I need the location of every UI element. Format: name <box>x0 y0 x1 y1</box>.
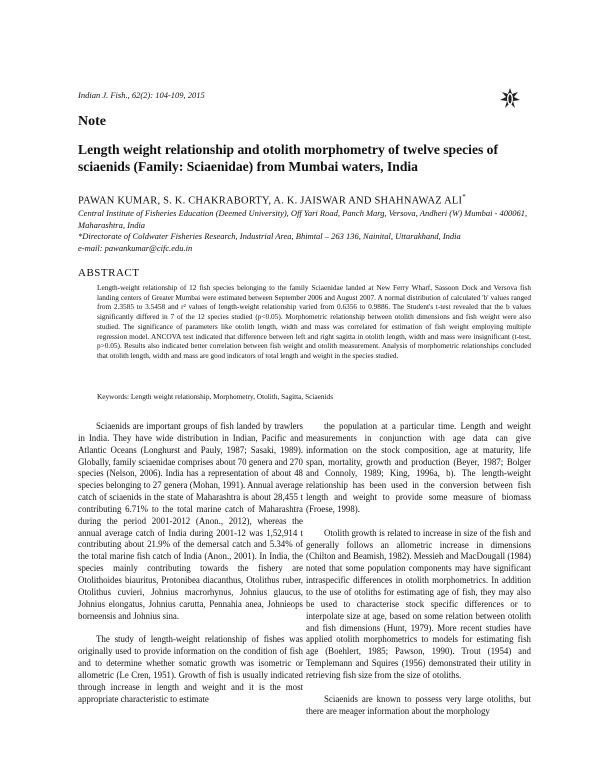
paragraph: the population at a particular time. Length and weight measurements in conjunction with age data can give information on the stock composition, age at maturity, life span, mortality, growth and production (Beyer, 1987; Bolger and Connoly, 1989; King, 1996a, b). The length-weight relationship has been used in the conversion between fish length and weight to provide some measure of biomass (Froese, 1998). <box>306 421 531 514</box>
author-names: PAWAN KUMAR, S. K. CHAKRABORTY, A. K. JAISWAR AND SHAHNAWAZ ALI <box>78 195 463 207</box>
author-footnote-mark: * <box>462 193 466 201</box>
body-column-right <box>306 421 531 717</box>
authors <box>78 193 466 207</box>
affiliation-secondary: *Directorate of Coldwater Fisheries Research, Industrial Area, Bhimtal – 263 136, Nainital, Uttarakhand, India <box>78 231 461 241</box>
paragraph: Otolith growth is related to increase in size of the fish and generally follows an allometric increase in dimensions (Chilton and Beamish, 1982). Messieh and MacDougall (1984) noted that some population components may have significant intraspecific differences in otolith morphometrics. In addition to the use of otoliths for estimating age of fish, they may also be used to characterise stock specific differences or to interpolate size at age, based on some relation between otolith and fish dimensions (Hunt, 1979). More recent studies have applied otolith morphometrics to models for estimating fish age (Boehlert, 1985; Pawson, 1990). Trout (1954) and Templemann and Squires (1956) demonstrated their utility in retrieving fish size from the size of otoliths. <box>306 527 531 680</box>
section-label: Note <box>78 114 106 129</box>
paragraph: Sciaenids are important groups of fish landed by trawlers in India. They have wide distribution in Indian, Pacific and Atlantic Oceans (Longhurst and Pauly, 1987; Sasaki, 1989). Globally, family sciaenidae comprises about 70 genera and 270 species (Nelson, 2006). India has a representation of about 48 species belonging to 27 genera (Mohan, 1991). Annual average catch of sciaenids in the state of Maharashtra is about 28,455 t contributing 6.71% to the total marine catch of Maharashtra during the period 2001-2012 (Anon., 2012), whereas the annual average catch of India during 2001-12 was 1,52,914 t contributing about 21.9% of the demersal catch and 5.34% of the total marine fish catch of India (Anon., 2001). In India, the species mainly contributing towards the fishery are Otolithoides biauritus, Protonibea diacanthus, Otolithus ruber, Otolithus cuvieri, Johnius macrorhynus, Johnius glaucus, Johnius elongatus, Johnius carutta, Pennahia anea, Johnieops borneensis and Johnius sina. <box>78 421 303 621</box>
affiliation-primary: Central Institute of Fisheries Education (Deemed University), Off Yari Road, Panch Marg, Versova, Andheri (W) Mumbai - 400061, Maharashtra, India <box>78 208 528 230</box>
abstract-text: Length-weight relationship of 12 fish species belonging to the family Sciaenidae landed at New Ferry Wharf, Sassoon Dock and Versova fish landing centers of Greater Mumbai were estimated between September 2006 and August 2007. A normal distribution of calculated 'b' values ranged from 2.3585 to 3.5458 and r² values of length-weight relationship varied from 0.6356 to 0.9886. The Student's t-test revealed that the b values significantly differed in 7 of the 12 species studied (p<0.05). Morphometric relationship between otolith dimensions and fish weight were also studied. The significance of parameters like otolith length, width and mass was correlated for estimation of fish weight employing multiple regression model. ANCOVA test indicated that difference between left and right sagitta in otolith length, width and mass were insignificant (t-test, p>0.05). Results also indicated better correlation between fish weight and otolith measurement. Analysis of morphometric relationships concluded that otolith length, width and mass are good indicators of total length and weight in the species studied. <box>97 283 531 360</box>
seal-icon <box>497 86 523 112</box>
affiliations <box>78 208 538 254</box>
keywords: Keywords: Length weight relationship, Morphometry, Otolith, Sagitta, Sciaenids <box>97 392 334 401</box>
paragraph: Sciaenids are known to possess very large otoliths, but there are meager information about the morphology <box>306 693 531 716</box>
paragraph: The study of length-weight relationship of fishes was originally used to provide information on the condition of fish and to determine whether somatic growth was isometric or allometric (Le Cren, 1951). Growth of fish is usually indicated through increase in length and weight and it is the most appropriate characteristic to estimate <box>78 634 303 704</box>
journal-reference: Indian J. Fish., 62(2): 104-109, 2015 <box>78 90 205 100</box>
paper-title: Length weight relationship and otolith morphometry of twelve species of sciaenids (Family: Sciaenidae) from Mumbai waters, India <box>78 142 498 174</box>
contact-email: e-mail: pawankumar@cifc.edu.in <box>78 242 193 253</box>
abstract-heading: ABSTRACT <box>78 267 140 279</box>
body-column-left <box>78 421 303 705</box>
